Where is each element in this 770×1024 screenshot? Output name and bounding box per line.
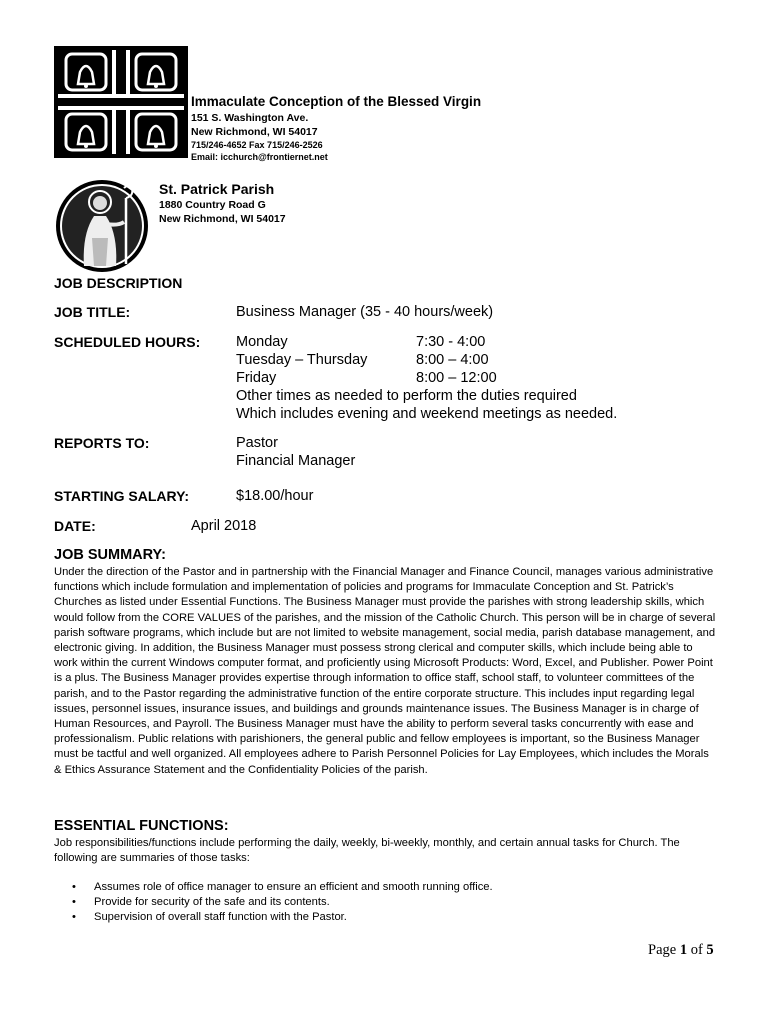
hours-day: Monday [236, 334, 288, 350]
job-summary-text: Under the direction of the Pastor and in partnership with the Financial Manager and Finance Council, manages various administrative functions which include formulation and implementation of policies and programs for Immaculate Conception and St. Patrick’s Churches as listed under Essential Functions. The Business Manager must provide the parishes with strong leadership skills, which would follow from the CORE VALUES of the parishes, and the mission of the Catholic Church. This person will be in charge of several parish software programs, which include but are not limited to website management, social media, parish database management, and electronic giving. In addition, the Business Manager must possess strong clerical and computer skills, which include being able to work within the current Windows computer format, and proficiently using Microsoft Products: Word, Excel, and Publisher. Power Point is a plus. The Business Manager provides expertise through information to office staff, school staff, to volunteer committees of the parish, and to the Pastor regarding the administrative function of the entire corporate structure. This includes input regarding legal issues, personnel issues, insurance issues, and buildings and grounds maintenance issues. The Business Manager is in charge of Human Resources, and Payroll. The Business Manager must have the ability to perform several tasks concurrently with ease and professionalism. Public relations with parishioners, the general public and fellow employees is important, so the Business Manager must be tactful and well organized. All employees adhere to Parish Personnel Policies for Lay Employees, which includes the Morals & Ethics Assurance Statement and the Confidentiality Policies of the parish. [54, 566, 716, 776]
scheduled-hours-label: SCHEDULED HOURS: [54, 334, 201, 350]
immaculate-conception-logo [54, 46, 188, 158]
bullet-icon: • [72, 911, 76, 923]
parish1-name: Immaculate Conception of the Blessed Virgin [191, 94, 482, 109]
date-value: April 2018 [191, 518, 257, 534]
st-patrick-logo [54, 178, 150, 274]
essential-functions-title: ESSENTIAL FUNCTIONS: [54, 818, 229, 834]
bullet-icon: • [72, 896, 76, 908]
parish2-address2: New Richmond, WI 54017 [159, 213, 286, 225]
list-item: • Assumes role of office manager to ensure an efficient and smooth running office. [72, 881, 493, 893]
page-current: 1 [679, 942, 688, 958]
page-number [648, 942, 714, 959]
essential-functions-list [54, 880, 493, 925]
reports-to-value: Financial Manager [236, 453, 356, 469]
hours-day: Friday [236, 370, 277, 386]
job-description-heading: JOB DESCRIPTION [54, 275, 183, 291]
bullet-icon: • [72, 881, 76, 893]
list-item: • Provide for security of the safe and its contents. [72, 896, 330, 908]
job-title-value: Business Manager (35 - 40 hours/week) [236, 304, 494, 320]
essential-functions-intro: Job responsibilities/functions include performing the daily, weekly, bi-weekly, monthly, and certain annual tasks for Church. The following are summaries of those tasks: [54, 837, 680, 865]
starting-salary-label: STARTING SALARY: [54, 488, 190, 504]
job-summary-title: JOB SUMMARY: [54, 547, 166, 563]
starting-salary-value: $18.00/hour [236, 488, 314, 504]
of-word: of [690, 942, 703, 958]
reports-to-label: REPORTS TO: [54, 435, 150, 451]
parish1-address1: 151 S. Washington Ave. [191, 112, 309, 124]
page-word: Page [648, 942, 677, 958]
hours-day: Tuesday – Thursday [236, 352, 368, 368]
hours-time: 7:30 - 4:00 [416, 334, 486, 350]
page-total: 5 [706, 942, 714, 958]
parish1-address2: New Richmond, WI 54017 [191, 126, 318, 138]
date-label: DATE: [54, 518, 96, 534]
parish2-name: St. Patrick Parish [159, 181, 275, 197]
job-title-label: JOB TITLE: [54, 304, 131, 320]
parish1-email: Email: icchurch@frontiernet.net [191, 152, 328, 162]
list-item: • Supervision of overall staff function with the Pastor. [72, 911, 347, 923]
parish2-address1: 1880 Country Road G [159, 199, 266, 211]
parish1-phone: 715/246-4652 Fax 715/246-2526 [191, 140, 323, 150]
hours-time: 8:00 – 12:00 [416, 370, 497, 386]
hours-time: 8:00 – 4:00 [416, 352, 489, 368]
reports-to-value: Pastor [236, 435, 278, 451]
hours-note: Other times as needed to perform the duties required [236, 388, 577, 404]
hours-note: Which includes evening and weekend meetings as needed. [236, 406, 618, 422]
